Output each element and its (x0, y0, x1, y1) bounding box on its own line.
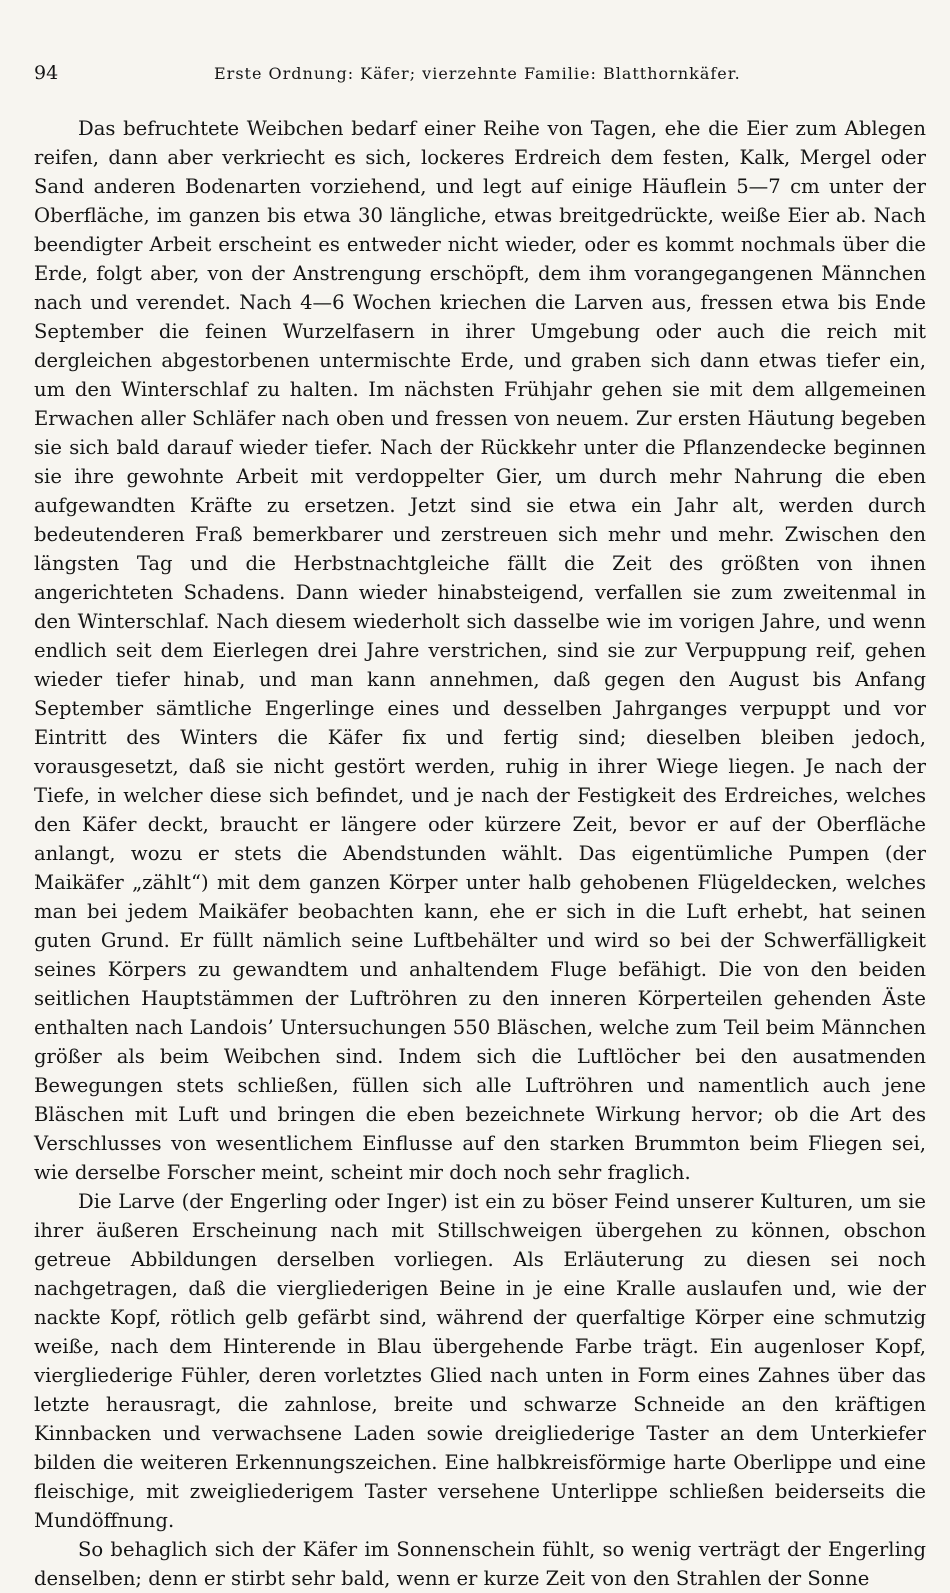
running-head (34, 62, 916, 92)
paragraph-adult-beetle-development: Das befruchtete Weibchen bedarf einer Reihe von Tagen, ehe die Eier zum Ablegen reifen, dann aber verkriecht es sich, lockeres Erdreich dem festen, Kalk, Mergel oder Sand anderen Bodenarten vorziehend, und legt auf einige Häuflein 5—7 cm unter der Oberfläche, im ganzen bis etwa 30 längliche, etwas breitgedrückte, weiße Eier ab. Nach beendigter Arbeit erscheint es entweder nicht wieder, oder es kommt nochmals über die Erde, folgt aber, von der Anstrengung erschöpft, dem ihm vorangegangenen Männchen nach und verendet. Nach 4—6 Wochen kriechen die Larven aus, fressen etwa bis Ende September die feinen Wurzelfasern in ihrer Umgebung oder auch die reich mit dergleichen abgestorbenen untermischte Erde, und graben sich dann etwas tiefer ein, um den Winterschlaf zu halten. Im nächsten Frühjahr gehen sie mit dem allgemeinen Erwachen aller Schläfer nach oben und fressen von neuem. Zur ersten Häutung begeben sie sich bald darauf wieder tiefer. Nach der Rückkehr unter die Pflanzendecke beginnen sie ihre gewohnte Arbeit mit verdoppelter Gier, um durch mehr Nahrung die eben aufgewandten Kräfte zu ersetzen. Jetzt sind sie etwa ein Jahr alt, werden durch bedeutenderen Fraß bemerkbarer und zerstreuen sich mehr und mehr. Zwischen den längsten Tag und die Herbstnachtgleiche fällt die Zeit des größten von ihnen angerichteten Schadens. Dann wieder hinabsteigend, verfallen sie zum zweitenmal in den Winterschlaf. Nach diesem wiederholt sich dasselbe wie im vorigen Jahre, und wenn endlich seit dem Eierlegen drei Jahre verstrichen, sind sie zur Verpuppung reif, gehen wieder tiefer hinab, und man kann annehmen, daß gegen den August bis Anfang September sämtliche Engerlinge eines und desselben Jahrganges verpuppt und vor Eintritt des Winters die Käfer fix und fertig sind; dieselben bleiben jedoch, vorausgesetzt, daß sie nicht gestört werden, ruhig in ihrer Wiege liegen. Je nach der Tiefe, in welcher diese sich befindet, und je nach der Festigkeit des Erdreiches, welches den Käfer deckt, braucht er längere oder kürzere Zeit, bevor er auf der Oberfläche anlangt, wozu er stets die Abendstunden wählt. Das eigentümliche Pumpen (der Maikäfer „zählt“) mit dem ganzen Körper unter halb gehobenen Flügeldecken, welches man bei jedem Maikäfer beobachten kann, ehe er sich in die Luft erhebt, hat seinen guten Grund. Er füllt nämlich seine Luftbehälter und wird so bei der Schwerfälligkeit seines Körpers zu gewandtem und anhaltendem Fluge befähigt. Die von den beiden seitlichen Hauptstämmen der Luftröhren zu den inneren Körperteilen gehenden Äste enthalten nach Landois’ Untersuchungen 550 Bläschen, welche zum Teil beim Männchen größer als beim Weibchen sind. Indem sich die Luftlöcher bei den ausatmenden Bewegungen stets schließen, füllen sich alle Luftröhren und namentlich auch jene Bläschen mit Luft und bringen die eben bezeichnete Wirkung hervor; ob die Art des Verschlusses von wesentlichem Einflusse auf den starken Brummton beim Fliegen sei, wie derselbe Forscher meint, scheint mir doch noch sehr fraglich. (34, 117, 926, 1184)
page-number: 94 (34, 62, 59, 84)
paragraph-larva-description: Die Larve (der Engerling oder Inger) ist ein zu böser Feind unserer Kulturen, um sie ihrer äußeren Erscheinung nach mit Stillschweigen übergehen zu können, obschon getreue Abbildungen derselben vorliegen. Als Erläuterung zu diesen sei noch nachgetragen, daß die viergliederigen Beine in je eine Kralle auslaufen und, wie der nackte Kopf, rötlich gelb gefärbt sind, während der querfaltige Körper eine schmutzig weiße, nach dem Hinterende in Blau übergehende Farbe trägt. Ein augenloser Kopf, viergliederige Fühler, deren vorletztes Glied nach unten in Form eines Zahnes über das letzte herausragt, die zahnlose, breite und schwarze Schneide an den kräftigen Kinnbacken und verwachsene Laden sowie dreigliederige Taster an dem Unterkiefer bilden die weiteren Erkennungszeichen. Eine halbkreisförmige harte Oberlippe und eine fleischige, mit zweigliederigem Taster versehene Unterlippe schließen beiderseits die Mundöffnung. (34, 1190, 926, 1532)
running-title: Erste Ordnung: Käfer; vierzehnte Familie: Blatthornkäfer. (214, 64, 741, 83)
paragraph-larva-sunlight: So behaglich sich der Käfer im Sonnenschein fühlt, so wenig verträgt der Engerling denselben; denn er stirbt sehr bald, wenn er kurze Zeit von den Strahlen der Sonne (34, 1538, 926, 1590)
body-text (34, 114, 926, 1593)
